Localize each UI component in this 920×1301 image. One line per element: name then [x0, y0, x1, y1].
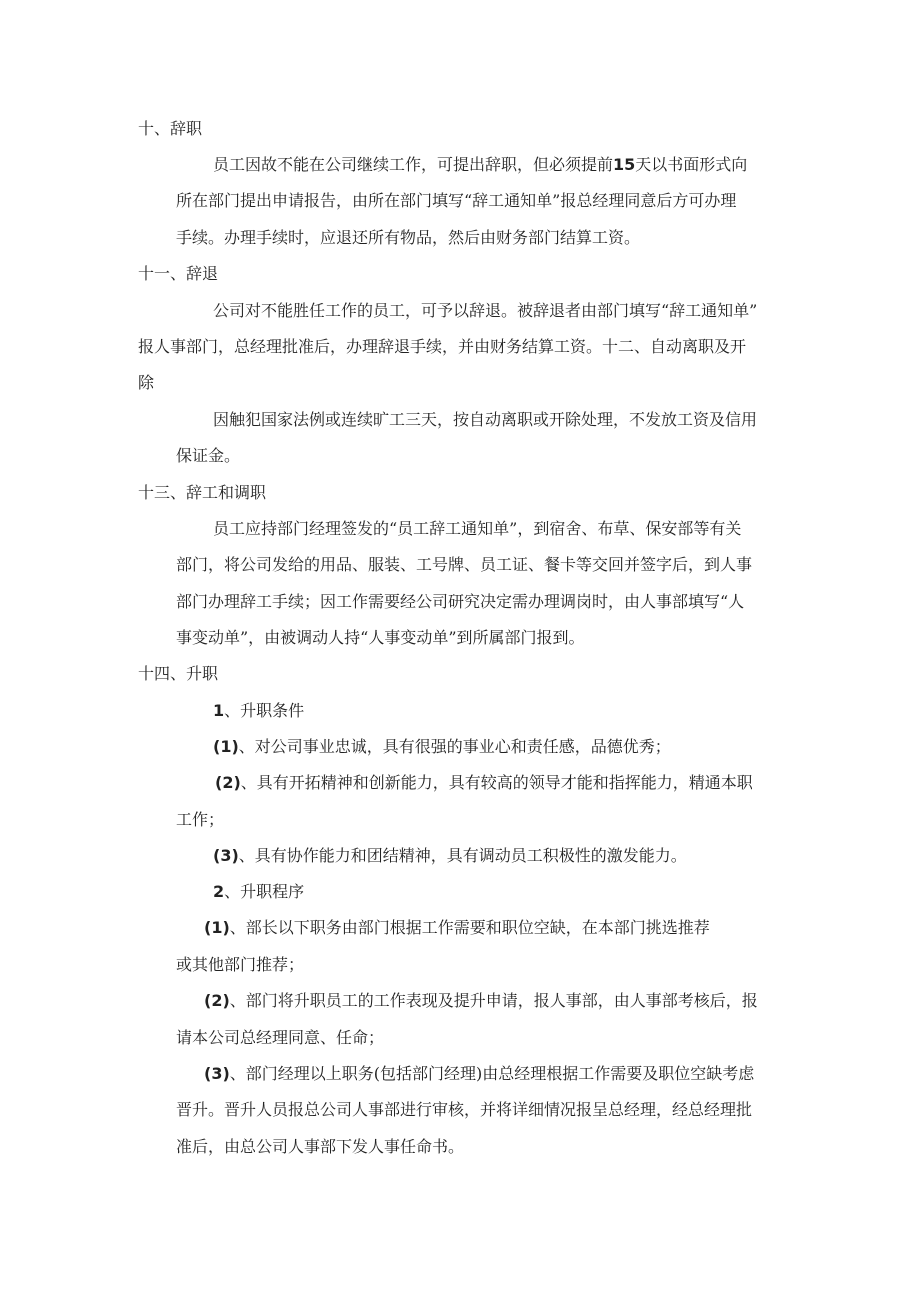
section-10-para-line: [213, 155, 783, 175]
item-number: (3): [213, 846, 239, 865]
subsection-procedure-title: [213, 882, 304, 902]
condition-item-2-continued: 工作；: [176, 810, 225, 829]
section-12-para-line: 因触犯国家法例或连续旷工三天，按自动离职或开除处理，不发放工资及信用: [213, 410, 758, 429]
section-12-para-line: 保证金。: [176, 446, 241, 465]
procedure-item-1-continued: 或其他部门推荐；: [176, 955, 305, 974]
subsection-number: 1: [213, 701, 225, 720]
section-10-text-b: 天以书面形式向: [635, 155, 748, 174]
subsection-conditions-title: [213, 701, 304, 721]
section-11-para-line: 报人事部门，总经理批准后，办理辞退手续，并由财务结算工资。十二、自动离职及开: [138, 337, 747, 356]
procedure-item-3: [204, 1064, 754, 1084]
section-10-title: 十、辞职: [138, 119, 203, 138]
procedure-item-1: [204, 918, 710, 938]
section-14-title: 十四、升职: [138, 664, 219, 683]
section-11-para-line: 公司对不能胜任工作的员工，可予以辞退。被辞退者由部门填写“辞工通知单”: [213, 301, 758, 320]
section-10-para-line: 手续。办理手续时，应退还所有物品，然后由财务部门结算工资。: [176, 228, 641, 247]
item-text: 、对公司事业忠诚，具有很强的事业心和责任感，品德优秀；: [238, 737, 671, 756]
subsection-label: 、升职程序: [224, 882, 305, 901]
procedure-item-3-continued: 准后，由总公司人事部下发人事任命书。: [176, 1137, 465, 1156]
subsection-number: 2: [213, 882, 225, 901]
condition-item-1: [213, 737, 671, 757]
section-13-para-line: 事变动单”，由被调动人持“人事变动单”到所属部门报到。: [176, 628, 585, 647]
section-13-title: 十三、辞工和调职: [138, 483, 267, 502]
item-text: 、具有协作能力和团结精神，具有调动员工积极性的激发能力。: [238, 846, 687, 865]
section-11-title: 十一、辞退: [138, 264, 219, 283]
item-text: 、部门将升职员工的工作表现及提升申请，报人事部，由人事部考核后，报: [229, 991, 758, 1010]
item-text: 、具有开拓精神和创新能力，具有较高的领导才能和指挥能力，精通本职: [240, 773, 753, 792]
item-text: 、部门经理以上职务(包括部门经理)由总经理根据工作需要及职位空缺考虑: [229, 1064, 755, 1083]
section-10-para-line: 所在部门提出申请报告，由所在部门填写“辞工通知单”报总经理同意后方可办理: [176, 191, 737, 210]
condition-item-3: [213, 846, 687, 866]
section-13-para-line: 员工应持部门经理签发的“员工辞工通知单”，到宿舍、布草、保安部等有关: [213, 519, 742, 538]
section-10-days-number: 15: [613, 155, 636, 174]
item-text: 、部长以下职务由部门根据工作需要和职位空缺，在本部门挑选推荐: [229, 918, 710, 937]
section-10-text-a: 员工因故不能在公司继续工作，可提出辞职，但必须提前: [213, 155, 614, 174]
item-number: (2): [215, 773, 241, 792]
section-11-para-line: 除: [138, 373, 155, 392]
item-number: (2): [204, 991, 230, 1010]
item-number: (1): [204, 918, 230, 937]
subsection-label: 、升职条件: [224, 701, 305, 720]
section-13-para-line: 部门办理辞工手续；因工作需要经公司研究决定需办理调岗时，由人事部填写“人: [176, 592, 745, 611]
condition-item-2: [215, 773, 753, 793]
item-number: (3): [204, 1064, 230, 1083]
item-number: (1): [213, 737, 239, 756]
procedure-item-3-continued: 晋升。晋升人员报总公司人事部进行审核，并将详细情况报呈总经理，经总经理批: [176, 1100, 753, 1119]
procedure-item-2-continued: 请本公司总经理同意、任命；: [176, 1028, 385, 1047]
section-13-para-line: 部门，将公司发给的用品、服装、工号牌、员工证、餐卡等交回并签字后，到人事: [176, 555, 753, 574]
procedure-item-2: [204, 991, 758, 1011]
